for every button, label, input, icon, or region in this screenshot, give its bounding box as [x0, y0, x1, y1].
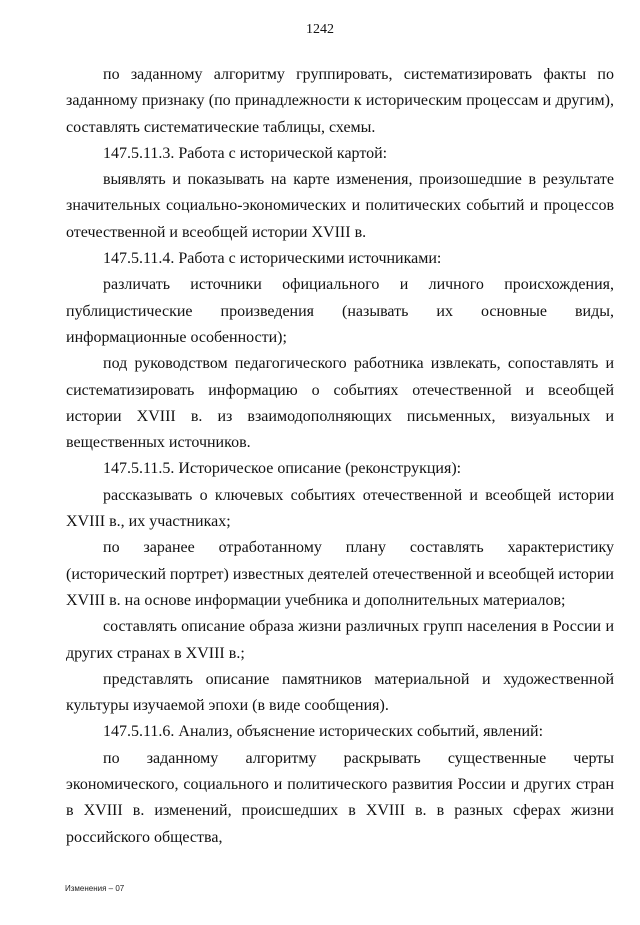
paragraph-3: выявлять и показывать на карте изменения, произошедшие в результате значительных социально-экономических и политических событий и процессов отечественной и всеобщей истории XVIII в. [66, 171, 614, 241]
paragraph-5: различать источники официального и личного происхождения, публицистические произведения (называть их основные виды, информационные особенности); [66, 276, 614, 346]
paragraph-4: 147.5.11.4. Работа с историческими источниками: [103, 250, 442, 268]
paragraph-2: 147.5.11.3. Работа с исторической картой: [103, 144, 388, 162]
paragraph-9: по заранее отработанному плану составлять характеристику (исторический портрет) известных деятелей отечественной и всеобщей истории XVIII в. на основе информации учебника и дополнительных материалов; [66, 539, 614, 609]
paragraph-13: по заданному алгоритму раскрывать существенные черты экономического, социального и политического развития России и других стран в XVIII в. изменений, происшедших в XVIII в. в разных сферах жизни российского общества, [66, 749, 614, 846]
footer-note: Изменения – 07 [65, 884, 125, 893]
paragraph-10: составлять описание образа жизни различных групп населения в России и других странах в XVIII в.; [66, 618, 614, 662]
paragraph-12: 147.5.11.6. Анализ, объяснение исторических событий, явлений: [103, 723, 544, 741]
page-number: 1242 [306, 22, 334, 37]
paragraph-7: 147.5.11.5. Историческое описание (реконструкция): [103, 460, 462, 478]
paragraph-6: под руководством педагогического работника извлекать, сопоставлять и систематизировать информацию о событиях отечественной и всеобщей истории XVIII в. из взаимодополняющих письменных, визуальных и вещественных источников. [66, 355, 614, 452]
paragraph-8: рассказывать о ключевых событиях отечественной и всеобщей истории XVIII в., их участниках; [66, 486, 614, 531]
paragraph-1: по заданному алгоритму группировать, систематизировать факты по заданному признаку (по принадлежности к историческим процессам и другим), составлять систематические таблицы, схемы. [66, 66, 614, 136]
document-body [66, 62, 614, 851]
paragraph-11: представлять описание памятников материальной и художественной культуры изучаемой эпохи (в виде сообщения). [66, 670, 614, 715]
